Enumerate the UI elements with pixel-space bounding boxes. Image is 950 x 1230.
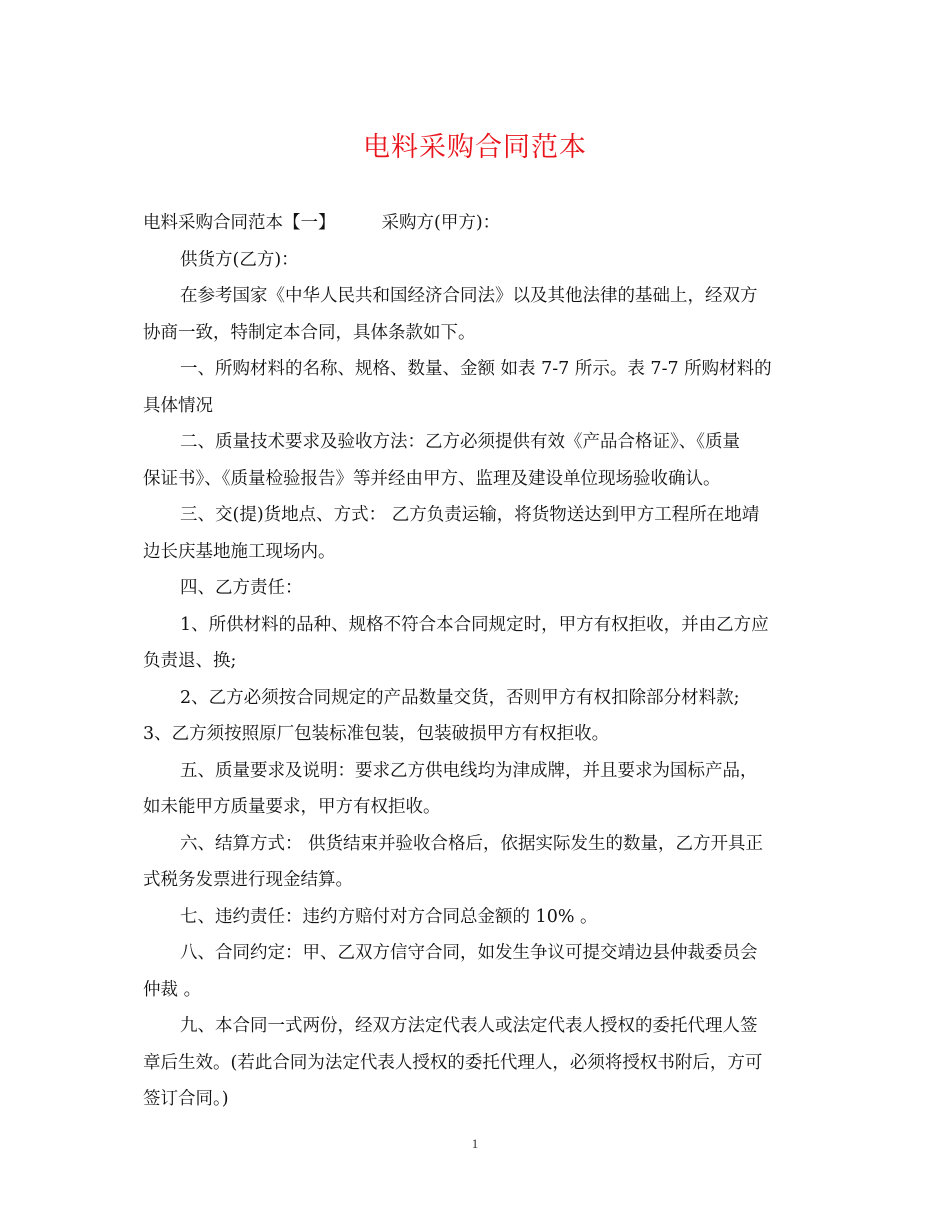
heading-line: [143, 205, 808, 242]
paragraph-line: 协商一致，特制定本合同，具体条款如下。: [143, 322, 476, 343]
paragraph-line: 签订合同。): [143, 1089, 229, 1109]
paragraph-line: 负责退、换;: [143, 651, 237, 671]
paragraph-line: 1、所供材料的品种、规格不符合本合同规定时，甲方有权拒收，并由乙方应: [180, 614, 769, 635]
paragraph-line: 2、乙方必须按合同规定的产品数量交货，否则甲方有权扣除部分材料款;: [180, 687, 740, 708]
paragraph-line: 一、所购材料的名称、规格、数量、金额 如表 7-7 所示。表 7-7 所购材料的: [180, 359, 772, 379]
paragraph-line: 七、违约责任：违约方赔付对方合同总金额的 10% 。: [180, 906, 598, 927]
paragraph-line: 保证书》、《质量检验报告》等并经由甲方、监理及建设单位现场验收确认。: [143, 468, 721, 489]
paragraph-line: 八、合同约定：甲、乙双方信守合同，如发生争议可提交靖边县仲裁委员会: [180, 943, 758, 963]
paragraph-line: 九、本合同一式两份，经双方法定代表人或法定代表人授权的委托代理人签: [180, 1016, 758, 1036]
paragraph-line: 六、结算方式： 供货结束并验收合格后，依据实际发生的数量，乙方开具正: [180, 833, 764, 854]
paragraph-line: 在参考国家《中华人民共和国经济合同法》以及其他法律的基础上，经双方: [180, 286, 758, 306]
paragraph-line: 具体情况: [143, 395, 213, 416]
document-title: 电料采购合同范本: [363, 132, 587, 163]
buyer-label: 采购方(甲方)：: [381, 213, 501, 233]
paragraph-line: 二、质量技术要求及验收方法：乙方必须提供有效《产品合格证》、《质量: [180, 432, 740, 452]
supplier-label: 供货方(乙方)：: [180, 249, 299, 270]
paragraph-line: 五、质量要求及说明：要求乙方供电线均为津成牌，并且要求为国标产品，: [180, 760, 758, 781]
paragraph-line: 三、交(提)货地点、方式： 乙方负责运输，将货物送达到甲方工程所在地靖: [180, 505, 760, 525]
paragraph-line: 四、乙方责任：: [180, 578, 303, 598]
page-number: 1: [471, 1136, 479, 1151]
paragraph-line: 章后生效。(若此合同为法定代表人授权的委托代理人，必须将授权书附后，方可: [143, 1052, 763, 1073]
paragraph-line: 如未能甲方质量要求，甲方有权拒收。: [143, 797, 441, 817]
paragraph-line: 式税务发票进行现金结算。: [143, 870, 353, 890]
paragraph-line: 边长庆基地施工现场内。: [143, 541, 336, 562]
document-body: [143, 205, 808, 1118]
section-heading: 电料采购合同范本【一】: [143, 213, 336, 233]
paragraph-line: 仲裁 。: [143, 979, 202, 1000]
paragraph-line: 3、乙方须按照原厂包装标准包装，包装破损甲方有权拒收。: [143, 724, 610, 744]
